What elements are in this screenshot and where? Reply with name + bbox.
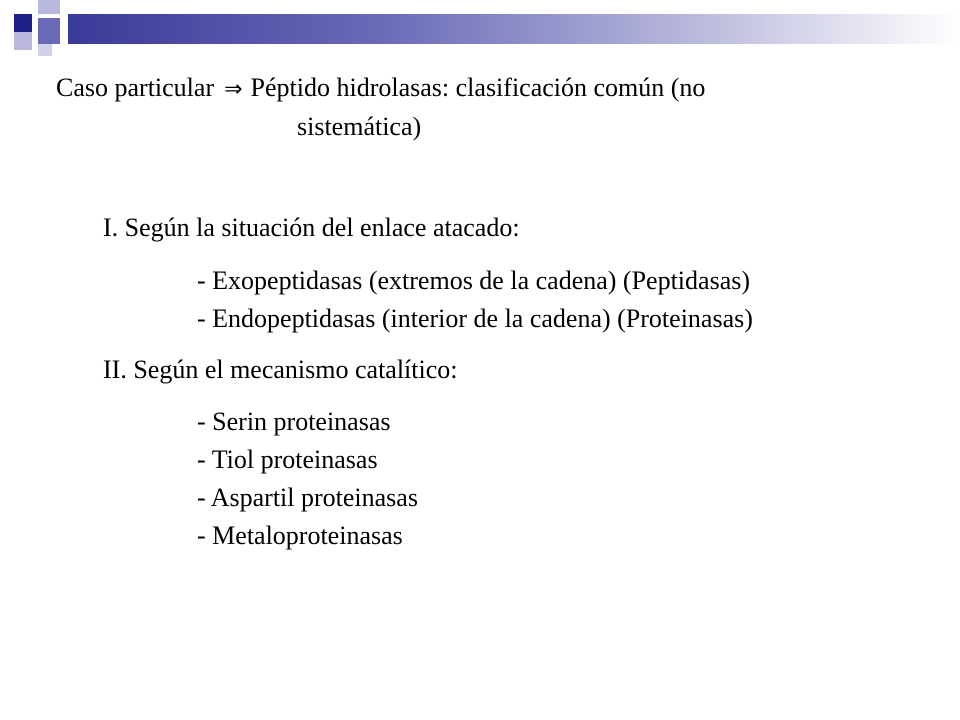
list-item: - Exopeptidasas (extremos de la cadena) (Peptidasas)	[197, 266, 751, 295]
slide-title-continuation: sistemática)	[297, 112, 422, 141]
slide-title	[56, 73, 705, 105]
banner-square-light	[38, 0, 60, 14]
list-item: - Tiol proteinasas	[197, 445, 378, 474]
list-item: - Serin proteinasas	[197, 407, 391, 436]
banner-gradient-bar	[68, 14, 960, 44]
list-item: - Metaloproteinasas	[197, 521, 403, 550]
banner-square-light	[14, 32, 32, 50]
implies-arrow-icon: ⇒	[224, 77, 243, 102]
title-topic: Péptido hidrolasas: clasificación común (no	[250, 73, 706, 102]
list-item: - Aspartil proteinasas	[197, 483, 418, 512]
banner-square-mid	[38, 18, 60, 44]
slide-header-banner	[0, 0, 960, 60]
section-heading: II. Según el mecanismo catalítico:	[103, 355, 458, 384]
banner-square-dark	[14, 14, 32, 32]
list-item: - Endopeptidasas (interior de la cadena) (Proteinasas)	[197, 304, 753, 333]
banner-square-light	[38, 44, 52, 56]
title-prefix: Caso particular	[56, 73, 215, 102]
section-heading: I. Según la situación del enlace atacado:	[103, 213, 520, 242]
